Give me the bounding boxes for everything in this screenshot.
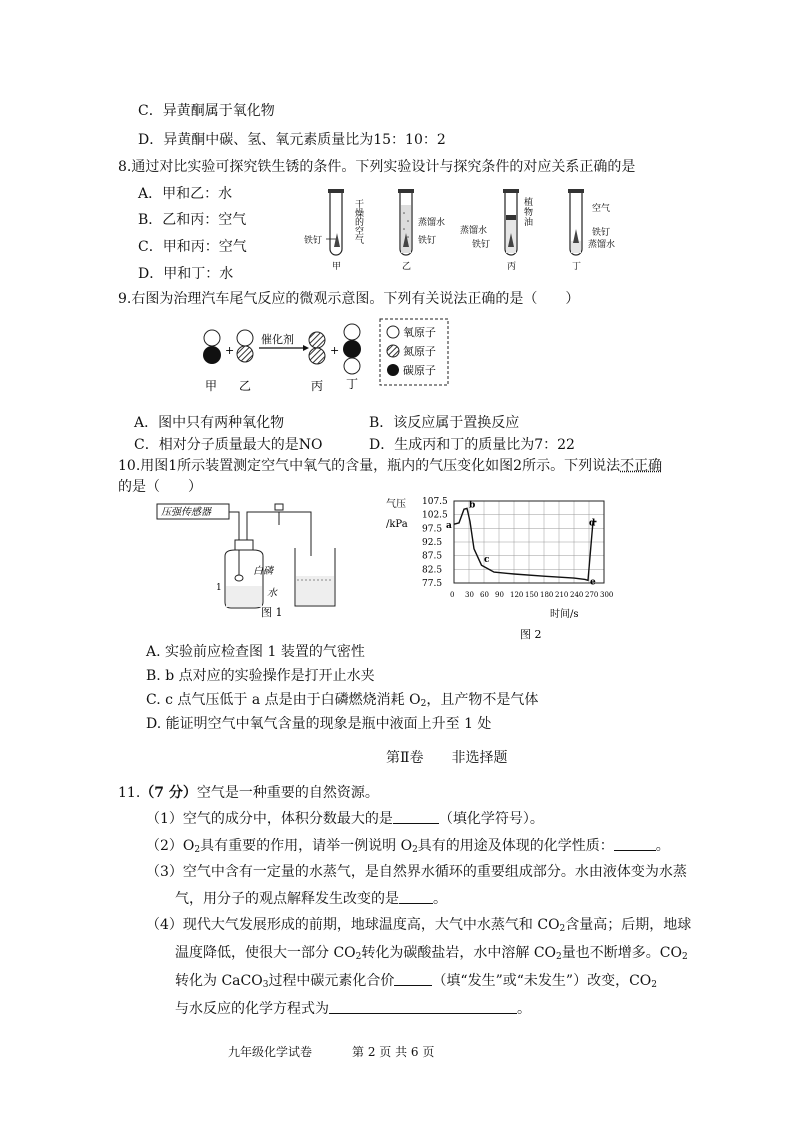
q11-blank-3[interactable]: [399, 891, 433, 904]
q7-option-d: D．异黄酮中碳、氢、氧元素质量比为15：10：2: [138, 132, 446, 148]
q11-part-3-line-2: 气，用分子的观点解释发生改变的是 。: [175, 891, 447, 907]
q11-part-4-line-2: 温度降低，使很大一部分 $CO_2$转化为碳酸盐岩，水中溶解 $CO_2$量也不断增多。$CO_2$: [175, 945, 688, 962]
legend-carbon-label: 碳原子: [403, 364, 436, 377]
q9-option-d: D．生成丙和丁的质量比为7：22: [369, 437, 575, 453]
q9-option-b: B．该反应属于置换反应: [369, 415, 520, 431]
legend-oxygen-icon: [387, 326, 399, 338]
label-yi: 乙: [239, 379, 252, 392]
ding-oxygen-atom-2: [344, 358, 360, 374]
iron-nail-label-bing: 铁钉: [472, 240, 491, 250]
catalyst-label: 催化剂: [261, 333, 294, 346]
legend-oxygen-label: 氧原子: [403, 326, 436, 339]
q11-part-2: $(2)O_2$具有重要的作用，请举一例说明 $O_2$具有的用途及体现的化学性质： 。: [146, 838, 670, 855]
x-tick-label: 150: [525, 591, 539, 599]
q10-option-a: A. 实验前应检查图 1 装置的气密性: [146, 644, 365, 660]
distilled-water-label-yi: 蒸馏水: [418, 218, 446, 228]
q8-option-a: A．甲和乙：水: [138, 186, 233, 202]
label-bing: 丙: [311, 379, 324, 392]
footer-page-number: 第 2 页 共 6 页: [352, 1045, 435, 1059]
x-tick-label: 300: [600, 591, 614, 599]
q11-blank-2[interactable]: [614, 838, 656, 851]
point-label-b: b: [469, 500, 476, 511]
chart-ylabel-1: 气压: [386, 499, 406, 510]
plus-sign-2: +: [330, 344, 340, 357]
q10-option-d: D. 能证明空气中氧气含量的现象是瓶中液面上升至 1 处: [146, 716, 492, 732]
q11-part-3-line-1: （3）空气中含有一定量的水蒸气，是自然界水循环的重要组成部分。水由液体变为水蒸: [146, 864, 687, 880]
q10-figure-2-chart: [382, 495, 614, 645]
x-tick-label: 270: [585, 591, 599, 599]
tube-jia: [326, 189, 344, 255]
x-tick-label: 90: [495, 591, 504, 599]
veg-oil-label-2: 物: [524, 208, 534, 218]
bing-nitrogen-atom-1: [309, 332, 325, 348]
q9-option-c: C．相对分子质量最大的是NO: [134, 437, 323, 453]
chart-y-ticks: [422, 497, 448, 589]
q8-test-tube-figure: [300, 183, 630, 275]
legend-nitrogen-label: 氮原子: [403, 345, 436, 358]
x-tick-label: 210: [555, 591, 569, 599]
distilled-water-label-bing: 蒸馏水: [460, 226, 488, 236]
q10-stem-line-2: 的是（ ）: [118, 479, 202, 495]
tube-bing: [503, 189, 519, 255]
tube-yi-label: 乙: [402, 262, 412, 272]
air-label: 空气: [592, 204, 611, 214]
tube-ding: [568, 189, 584, 255]
iron-nail-label-jia: 铁钉: [304, 236, 323, 246]
distilled-water-label-ding: 蒸馏水: [588, 240, 616, 250]
label-ding: 丁: [346, 377, 359, 391]
q7-option-c: C．异黄酮属于氧化物: [138, 103, 275, 119]
legend-nitrogen-icon: [387, 345, 399, 357]
x-tick-label: 180: [540, 591, 554, 599]
ding-oxygen-atom-1: [344, 324, 360, 340]
q10-figure-1-apparatus: [155, 500, 345, 620]
y-tick-label: 102.5: [422, 510, 448, 521]
q10-option-b: B. b 点对应的实验操作是打开止水夹: [146, 668, 375, 684]
q9-stem: 9.右图为治理汽车尾气反应的微观示意图。下列有关说法正确的是（ ）: [118, 291, 580, 307]
q9-option-a: A．图中只有两种氧化物: [134, 415, 285, 431]
tube-ding-label: 丁: [572, 262, 582, 272]
yi-oxygen-atom: [237, 330, 253, 346]
figure-1-caption: 图 1: [261, 606, 283, 619]
q11-blank-4[interactable]: [394, 973, 432, 986]
x-tick-label: 30: [465, 591, 474, 599]
q8-option-d: D．甲和丁：水: [138, 266, 234, 282]
y-tick-label: 97.5: [422, 524, 443, 535]
point-label-a: a: [446, 521, 452, 532]
q11-part-1: （1）空气的成分中，体积分数最大的是 （填化学符号）。: [146, 811, 544, 827]
label-jia: 甲: [205, 379, 218, 392]
footer-exam-name: 九年级化学试卷: [228, 1045, 313, 1059]
white-phosphorus-label: 白磷: [253, 566, 273, 577]
q10-option-c: C. c 点气压低于 a 点是由于白磷燃烧消耗 $O_2$，且产物不是气体: [146, 692, 539, 709]
y-tick-label: 77.5: [422, 579, 443, 589]
q11-part-4-line-4: 与水反应的化学方程式为 。: [175, 1001, 531, 1017]
y-tick-label: 107.5: [422, 497, 448, 507]
q8-option-c: C．甲和丙：空气: [138, 239, 247, 255]
point-label-d: d: [589, 518, 596, 529]
section-title: 第Ⅱ卷 非选择题: [386, 750, 508, 766]
x-tick-label: 120: [510, 591, 524, 599]
clamp-icon: [275, 504, 283, 510]
veg-oil-label-3: 油: [524, 218, 534, 228]
chart-xlabel: 时间/s: [550, 609, 579, 620]
dry-air-label: 干燥的空气: [353, 199, 363, 244]
ding-carbon-atom: [343, 340, 361, 358]
iron-nail-label-ding: 铁钉: [592, 228, 611, 238]
q8-option-b: B．乙和丙：空气: [138, 212, 247, 228]
point-label-c: c: [484, 554, 490, 565]
iron-nail-label-yi: 铁钉: [418, 236, 437, 246]
pressure-sensor-label: 压强传感器: [161, 507, 211, 518]
y-tick-label: 82.5: [422, 565, 443, 576]
q11-part-4-line-3: 转化为 CaCO$_3$过程中碳元素化合价 （填“发生”或“未发生”）改变，$CO_2$: [175, 973, 657, 990]
chart-ylabel-2: /kPa: [386, 519, 408, 530]
legend-carbon-icon: [387, 364, 399, 376]
q8-stem: 8.通过对比实验可探究铁生锈的条件。下列实验设计与探究条件的对应关系正确的是: [118, 159, 636, 175]
x-tick-label: 240: [570, 591, 584, 599]
chart-grid: [454, 501, 604, 583]
figure-2-caption: 图 2: [520, 628, 542, 641]
tube-bing-label: 丙: [507, 262, 517, 272]
y-tick-label: 92.5: [422, 538, 443, 548]
x-tick-label: 0: [450, 591, 455, 599]
tube-jia-label: 甲: [332, 262, 342, 272]
jia-carbon-atom: [203, 346, 221, 364]
tube-yi: [398, 189, 414, 255]
jia-oxygen-atom: [204, 330, 220, 346]
q10-stem-line-1: 10.用图1所示装置测定空气中氧气的含量，瓶内的气压变化如图2所示。下列说法不正确: [118, 458, 663, 474]
mark-1-label: 1: [216, 583, 222, 593]
q9-molecule-diagram: [195, 316, 455, 392]
q11-blank-5[interactable]: [329, 1001, 517, 1014]
x-tick-label: 60: [480, 591, 489, 599]
q11-blank-1[interactable]: [393, 811, 439, 824]
reaction-arrowhead: [303, 345, 309, 351]
chart-x-ticks: [450, 591, 613, 599]
q10-emphasis: 不正确: [620, 458, 663, 474]
point-label-e: e: [590, 577, 596, 588]
y-tick-label: 87.5: [422, 551, 443, 562]
yi-nitrogen-atom: [237, 346, 253, 362]
bing-nitrogen-atom-2: [309, 348, 325, 364]
water-label: 水: [267, 588, 277, 599]
veg-oil-label-1: 植: [524, 198, 534, 208]
q11-stem: 11.（7 分）空气是一种重要的自然资源。: [118, 785, 379, 801]
q11-part-4-line-1: （4）现代大气发展形成的前期，地球温度高，大气中水蒸气和 $CO_2$含量高；后期，地球: [146, 917, 692, 934]
plus-sign-1: +: [225, 344, 235, 357]
